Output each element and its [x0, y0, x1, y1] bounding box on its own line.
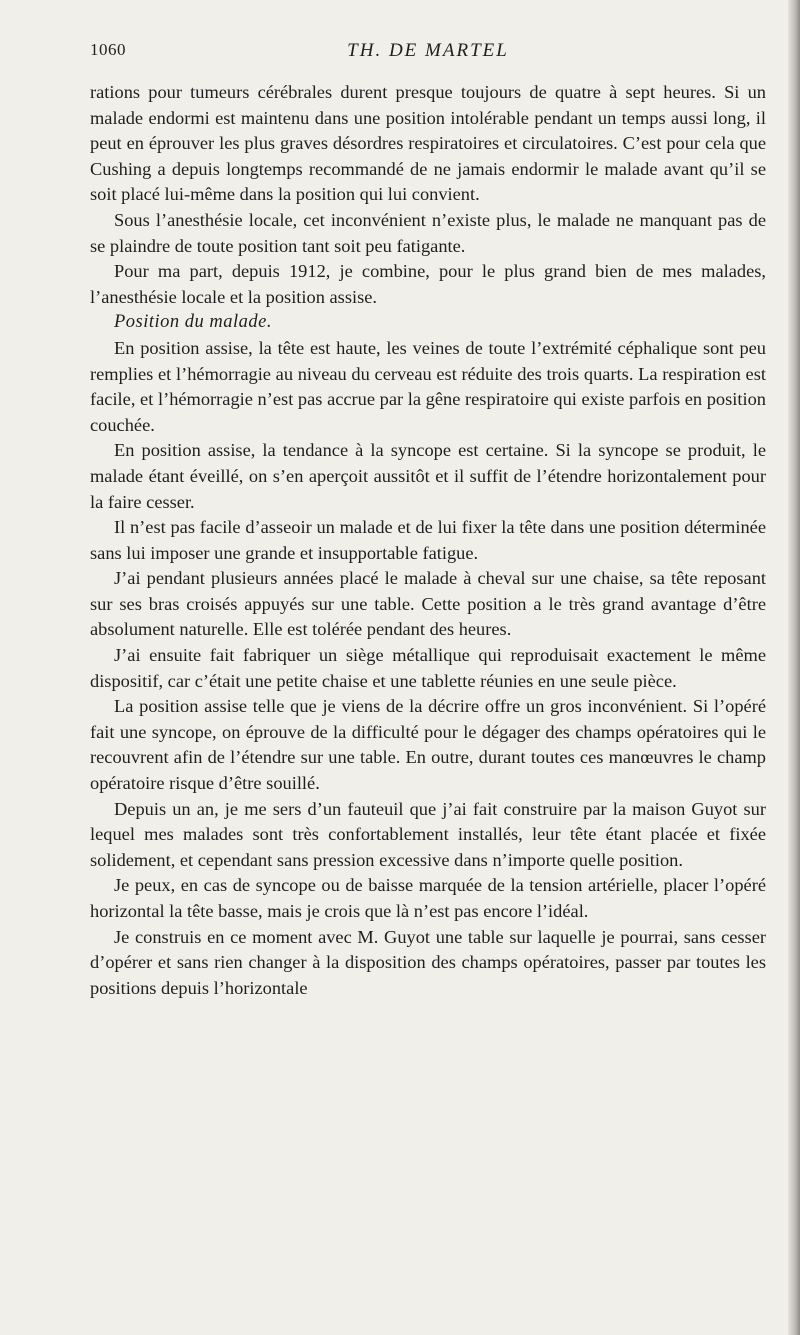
paragraph: En position assise, la tendance à la syncope est certaine. Si la syncope se produit, le malade étant éveillé, on s’en aperçoit aussitôt et il suffit de l’étendre horizontalement pour la faire cesser.	[90, 440, 766, 512]
paragraph: Il n’est pas facile d’asseoir un malade et de lui fixer la tête dans une position déterminée sans lui imposer une grande et insupportable fatigue.	[90, 517, 766, 563]
page-number: 1060	[90, 40, 126, 59]
paragraph: Je construis en ce moment avec M. Guyot une table sur laquelle je pourrai, sans cesser d’opérer et sans rien changer à la disposition des champs opératoires, passer par toutes les positions depuis l’horizontale	[90, 926, 766, 998]
page-header	[90, 40, 766, 68]
section-title: Position du malade.	[114, 312, 273, 333]
paragraph: J’ai ensuite fait fabriquer un siège métallique qui reproduisait exactement le même dispositif, car c’était une petite chaise et une tablette réunies en une seule pièce.	[90, 645, 766, 691]
paragraph: rations pour tumeurs cérébrales durent presque toujours de quatre à sept heures. Si un malade endormi est maintenu dans une position intolérable pendant un temps aussi long, il peut en éprouver les plus graves désordres respiratoires et circulatoires. C’est pour cela que Cushing a depuis longtemps recommandé de ne jamais endormir le malade avant qu’il se soit placé lui-même dans la position qui lui convient.	[90, 82, 766, 205]
paragraph: Sous l’anesthésie locale, cet inconvénient n’existe plus, le malade ne manquant pas de se plaindre de toute position tant soit peu fatigante.	[90, 209, 766, 256]
paragraph: Je peux, en cas de syncope ou de baisse marquée de la tension artérielle, placer l’opéré horizontal la tête basse, mais je crois que là n’est pas encore l’idéal.	[90, 875, 766, 921]
paragraph: Depuis un an, je me sers d’un fauteuil que j’ai fait construire par la maison Guyot sur lequel mes malades sont très confortablement installés, leur tête étant placée et fixée solidement, et cependant sans pression excessive dans n’importe quelle position.	[90, 798, 766, 870]
paragraph: En position assise, la tête est haute, les veines de toute l’extrémité céphalique sont peu remplies et l’hémorragie au niveau du cerveau est réduite des trois quarts. La respiration est facile, et l’hémorragie n’est pas accrue par la gêne respiratoire qui existe parfois en position couchée.	[90, 337, 766, 435]
page-edge-shadow	[788, 0, 800, 1335]
body-text	[90, 80, 766, 1001]
paragraph: Pour ma part, depuis 1912, je combine, pour le plus grand bien de mes malades, l’anesthésie locale et la position assise.	[90, 261, 766, 307]
running-head: TH. DE MARTEL	[347, 40, 509, 61]
paragraph: J’ai pendant plusieurs années placé le malade à cheval sur une chaise, sa tête reposant sur ses bras croisés appuyés sur une table. Cette position a le très grand avantage d’être absolument naturelle. Elle est tolérée pendant des heures.	[90, 568, 766, 640]
paragraph: La position assise telle que je viens de la décrire offre un gros inconvénient. Si l’opéré fait une syncope, on éprouve de la difficulté pour le dégager des champs opératoires qui le recouvrent afin de l’étendre sur une table. En outre, durant toutes ces manœuvres le champ opératoire risque d’être souillé.	[90, 696, 766, 794]
